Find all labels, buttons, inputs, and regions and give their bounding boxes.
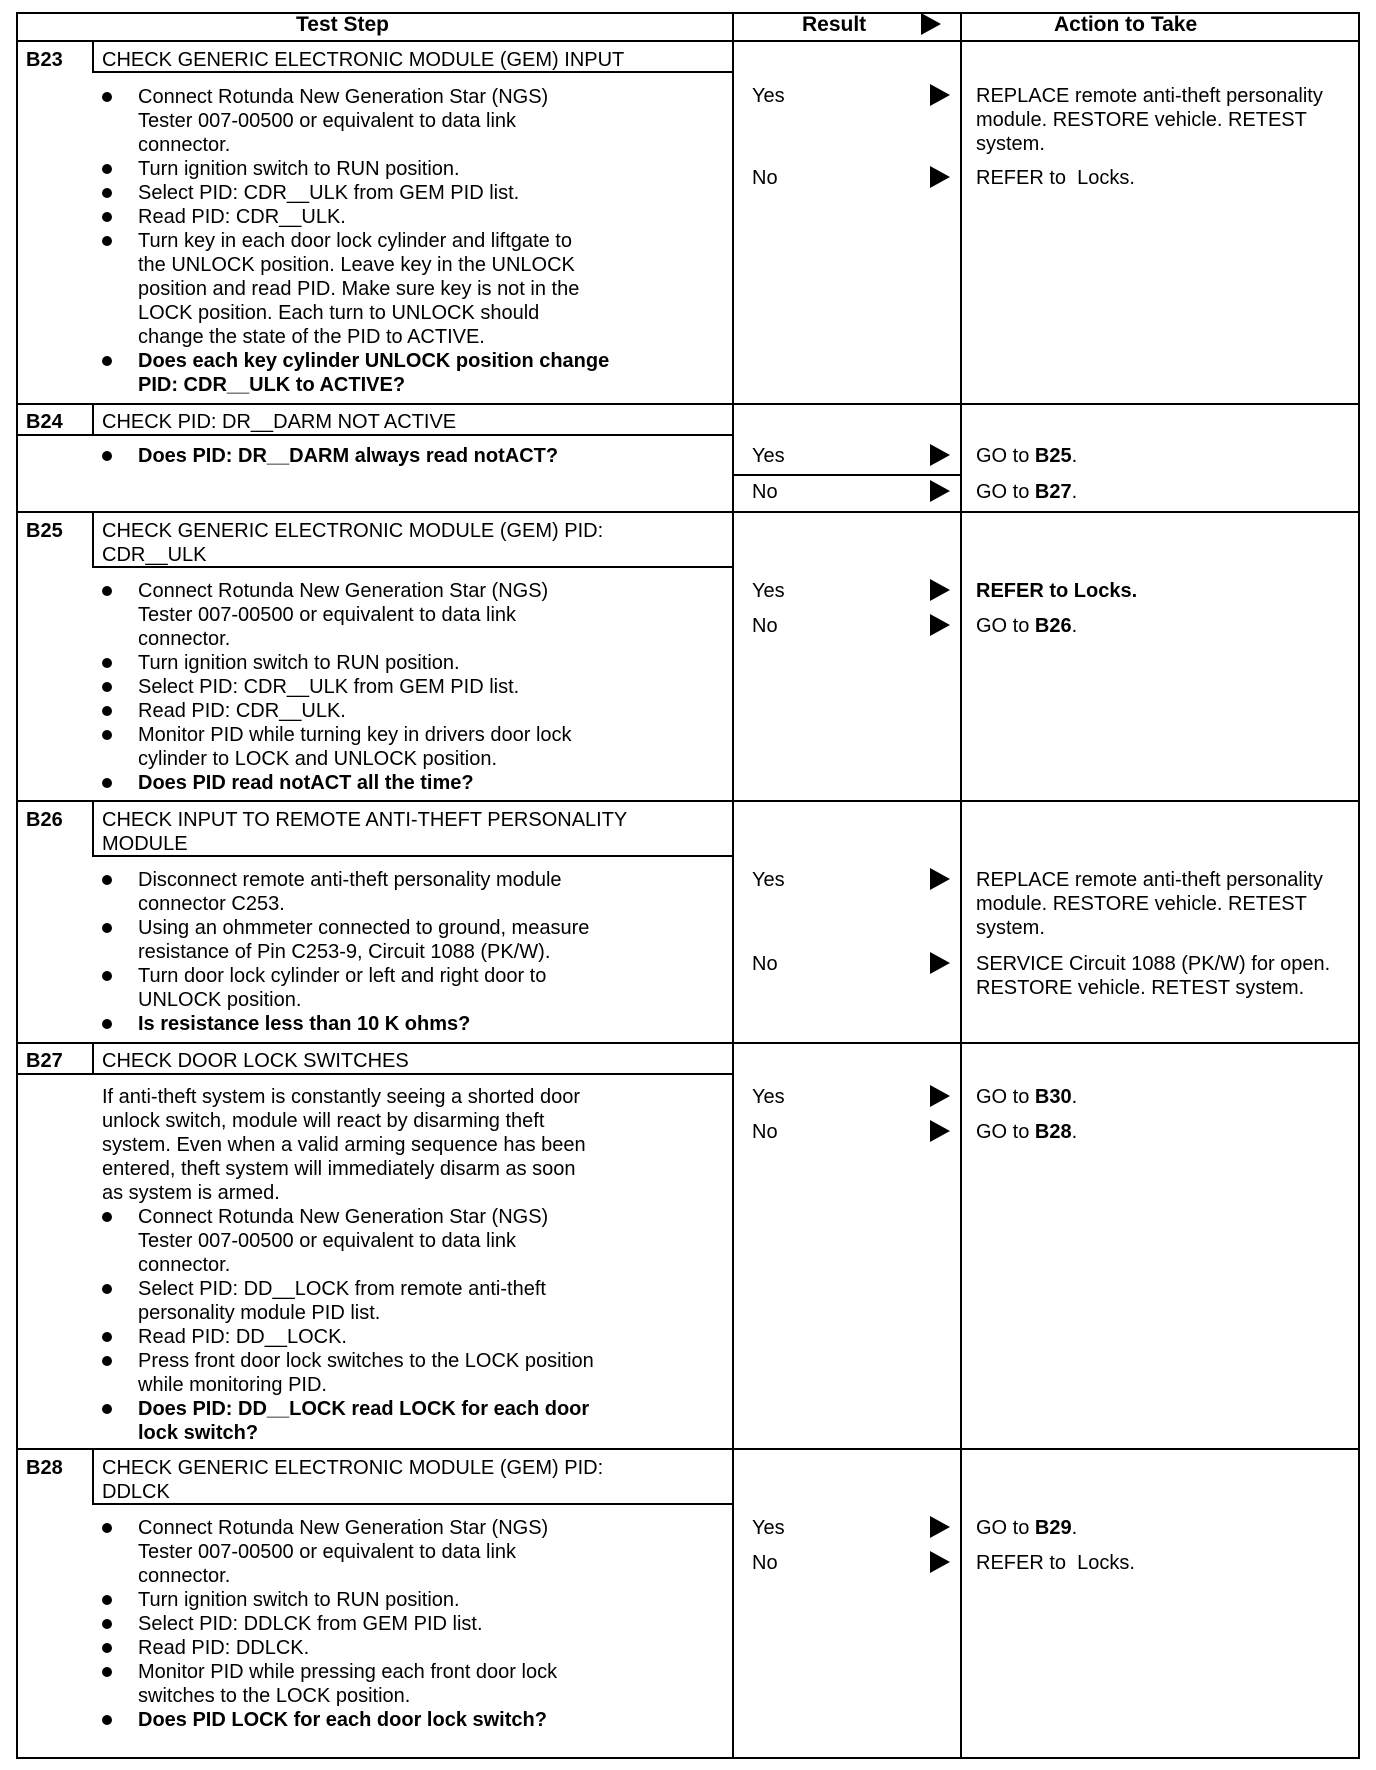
bullet-icon bbox=[102, 356, 112, 366]
bullet-icon bbox=[102, 236, 112, 246]
result-yes: Yes bbox=[752, 869, 785, 891]
arrow-icon bbox=[930, 579, 950, 601]
action-yes: REFER to Locks. bbox=[976, 580, 1138, 602]
bullet-icon bbox=[102, 971, 112, 981]
bullet-icon bbox=[102, 1523, 112, 1533]
bullet-icon bbox=[102, 164, 112, 174]
arrow-icon bbox=[930, 1516, 950, 1538]
arrow-icon bbox=[930, 952, 950, 974]
diagnostic-table: Test Step Result Action to Take B23 CHECK GENERIC ELECTRONIC MODULE (GEM) INPUT Connect Rotunda New Generation Star (NGS) Tester 007-00500 or equivalent to data link connector. Turn ignition switch to RUN position. Select PID: CDR__ULK from GEM PID list. Read PID: CDR__ULK. Turn key in each door lock cylinder and liftgate to the UNLOCK position. Leave key in the UNLOCK position and read PID. Make sure key is not in the LOCK position. Each turn to UNLOCK should change the state of the PID to ACTIVE. Does each key cylinder UNLOCK position change PID: CDR__ULK to ACTIVE? Yes REPLACE remote anti-theft personality module. RESTORE vehicle. RETEST system. No REFER to Locks. B24 CHECK PID: DR__DARM NOT ACTIVE Does PID: DR__DARM always read notACT? Yes GO to B25. No GO to B27. B25 CHECK GENERIC ELECTRONIC MODULE (GEM) PID: CDR__ULK Connect Rotunda New Generation Star (NGS) Tester 007-00500 or equivalent to data link connector. Turn ignition switch to RUN position. Select PID: CDR__ULK from GEM PID list. Read PID: CDR__ULK. Monitor PID while turning key in drivers door lock cylinder to LOCK and UNLOCK position. Does PID read notACT all the time? Yes REFER to Locks. No GO to B26. B26 CHECK INPUT TO REMOTE ANTI-THEFT PERSONALITY MODULE Disconnect remote anti-theft personality module connector C253. Using an ohmmeter connected to ground, measure resistance of Pin C253-9, Circuit 1088 (PK/W). Turn door lock cylinder or left and right door to UNLOCK position. Is resistance less than 10 K ohms? Yes REPLACE remote anti-theft personality module. RESTORE vehicle. RETEST system. No SERVICE Circuit 1088 (PK/W) for open. RESTORE vehicle. RETEST system. B27 CHECK DOOR LOCK SWITCHES If anti-theft system is constantly seeing a shorted door unlock switch, module will react by disarming theft system. Even when a valid arming sequence has been entered, theft system will immediately disarm as soon as system is armed. Connect Rotunda New Generation Star (NGS) Tester 007-00500 or equivalent to data link connector. Select PID: DD__LOCK from remote anti-theft personality module PID list. Read PID: DD__LOCK. Press front door lock switches to the LOCK position while monitoring PID. Does PID: DD__LOCK read LOCK for each door lock switch? Yes GO to B30. No GO to B28. B28 CHECK GENERIC ELECTRONIC MODULE (GEM) PID: DDLCK Connect Rotunda New Generation Star (NGS) Tester 007-00500 or equivalent to data link connector. Turn ignition switch to RUN position. Select PID: DDLCK from GEM PID list. Read PID: DDLCK. Monitor PID while pressing each front door lock switches to the LOCK position. Does PID LOCK for each door lock switch? Yes GO to B29. No REFER to Locks. bbox=[16, 12, 1360, 1759]
step-title-b26: CHECK INPUT TO REMOTE ANTI-THEFT PERSONALITY MODULE bbox=[102, 809, 628, 855]
step-code-b26: B26 bbox=[26, 809, 63, 831]
result-yes: Yes bbox=[752, 580, 785, 602]
title-underline bbox=[16, 434, 732, 436]
table-border-bottom bbox=[16, 1757, 1360, 1759]
bullet-icon bbox=[102, 188, 112, 198]
bullet-icon bbox=[102, 875, 112, 885]
title-underline bbox=[92, 1503, 732, 1505]
action-yes: REPLACE remote anti-theft personality module. RESTORE vehicle. RETEST system. bbox=[976, 85, 1323, 155]
row-divider bbox=[16, 1042, 1360, 1044]
arrow-icon bbox=[930, 1551, 950, 1573]
action-no: REFER to Locks. bbox=[976, 167, 1135, 189]
arrow-icon bbox=[930, 1085, 950, 1107]
result-no: No bbox=[752, 615, 778, 637]
action-yes: GO to B25. bbox=[976, 445, 1078, 467]
arrow-icon bbox=[930, 1120, 950, 1142]
bullet-icon bbox=[102, 1212, 112, 1222]
bullet-icon bbox=[102, 1284, 112, 1294]
result-yes: Yes bbox=[752, 1086, 785, 1108]
bullet-icon bbox=[102, 586, 112, 596]
result-divider bbox=[732, 474, 960, 476]
column-divider-result bbox=[732, 12, 734, 1759]
bullet-icon bbox=[102, 682, 112, 692]
step-title-b28: CHECK GENERIC ELECTRONIC MODULE (GEM) PID: DDLCK bbox=[102, 1457, 604, 1503]
row-divider bbox=[16, 403, 1360, 405]
title-underline bbox=[92, 855, 732, 857]
bullet-icon bbox=[102, 92, 112, 102]
code-divider bbox=[92, 403, 94, 435]
action-no: GO to B27. bbox=[976, 481, 1078, 503]
bullet-icon bbox=[102, 1715, 112, 1725]
arrow-icon bbox=[930, 868, 950, 890]
bullet-icon bbox=[102, 658, 112, 668]
header-divider bbox=[16, 40, 1360, 42]
step-title-b25: CHECK GENERIC ELECTRONIC MODULE (GEM) PID: CDR__ULK bbox=[102, 520, 604, 566]
bullet-icon bbox=[102, 1332, 112, 1342]
step-code-b24: B24 bbox=[26, 411, 63, 433]
bullet-icon bbox=[102, 730, 112, 740]
result-no: No bbox=[752, 953, 778, 975]
action-no: GO to B28. bbox=[976, 1121, 1078, 1143]
result-no: No bbox=[752, 1121, 778, 1143]
action-no: SERVICE Circuit 1088 (PK/W) for open. RESTORE vehicle. RETEST system. bbox=[976, 953, 1331, 999]
result-no: No bbox=[752, 1552, 778, 1574]
result-yes: Yes bbox=[752, 85, 785, 107]
column-divider-action bbox=[960, 12, 962, 1759]
table-border-right bbox=[1358, 12, 1360, 1759]
result-yes: Yes bbox=[752, 1517, 785, 1539]
action-yes: REPLACE remote anti-theft personality module. RESTORE vehicle. RETEST system. bbox=[976, 869, 1323, 939]
step-title-b23: CHECK GENERIC ELECTRONIC MODULE (GEM) INPUT bbox=[102, 49, 625, 71]
bullet-icon bbox=[102, 1356, 112, 1366]
arrow-icon bbox=[930, 84, 950, 106]
bullet-icon bbox=[102, 1619, 112, 1629]
bullet-icon bbox=[102, 1019, 112, 1029]
bullet-icon bbox=[102, 778, 112, 788]
table-border-left bbox=[16, 12, 18, 1759]
row-divider bbox=[16, 1448, 1360, 1450]
title-underline bbox=[16, 1073, 732, 1075]
row-divider bbox=[16, 800, 1360, 802]
code-divider bbox=[92, 40, 94, 72]
step-code-b28: B28 bbox=[26, 1457, 63, 1479]
step-title-b24: CHECK PID: DR__DARM NOT ACTIVE bbox=[102, 411, 457, 433]
step-title-b27: CHECK DOOR LOCK SWITCHES bbox=[102, 1050, 409, 1072]
action-no: GO to B26. bbox=[976, 615, 1078, 637]
action-no: REFER to Locks. bbox=[976, 1552, 1135, 1574]
arrow-icon bbox=[930, 480, 950, 502]
header-test-step: Test Step bbox=[296, 13, 389, 36]
step-code-b27: B27 bbox=[26, 1050, 63, 1072]
bullet-icon bbox=[102, 1643, 112, 1653]
action-yes: GO to B30. bbox=[976, 1086, 1078, 1108]
code-divider bbox=[92, 1448, 94, 1504]
title-underline bbox=[92, 566, 732, 568]
arrow-icon bbox=[930, 166, 950, 188]
arrow-icon bbox=[930, 444, 950, 466]
bullet-icon bbox=[102, 1404, 112, 1414]
bullet-icon bbox=[102, 451, 112, 461]
arrow-icon bbox=[930, 614, 950, 636]
result-no: No bbox=[752, 481, 778, 503]
action-yes: GO to B29. bbox=[976, 1517, 1078, 1539]
header-action: Action to Take bbox=[1054, 13, 1198, 36]
step-intro-b27: If anti-theft system is constantly seeing a shorted door unlock switch, module will react by disarming theft system. Even when a valid arming sequence has been entered, theft system will immediately disarm as soon as system is armed. bbox=[102, 1086, 586, 1204]
bullet-icon bbox=[102, 212, 112, 222]
header-arrow-icon bbox=[921, 13, 941, 35]
code-divider bbox=[92, 800, 94, 856]
bullet-icon bbox=[102, 1667, 112, 1677]
bullet-icon bbox=[102, 923, 112, 933]
code-divider bbox=[92, 511, 94, 567]
bullet-icon bbox=[102, 706, 112, 716]
header-result: Result bbox=[802, 13, 867, 36]
step-code-b23: B23 bbox=[26, 49, 63, 71]
code-divider bbox=[92, 1042, 94, 1074]
title-underline bbox=[92, 71, 732, 73]
step-code-b25: B25 bbox=[26, 520, 63, 542]
row-divider bbox=[16, 511, 1360, 513]
result-yes: Yes bbox=[752, 445, 785, 467]
bullet-icon bbox=[102, 1595, 112, 1605]
result-no: No bbox=[752, 167, 778, 189]
